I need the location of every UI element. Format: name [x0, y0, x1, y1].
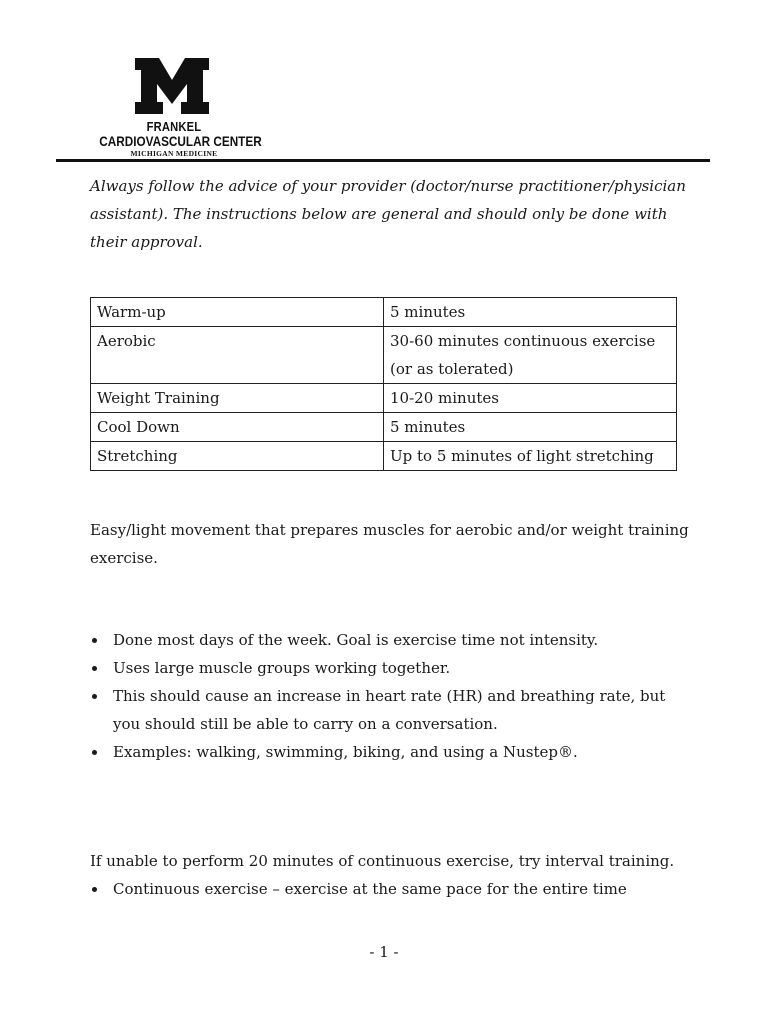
duration-cell: 5 minutes [384, 298, 677, 327]
aerobic-bullet-list [90, 626, 690, 766]
logo-frankel-text: FRANKEL [146, 119, 202, 134]
duration-cell: Up to 5 minutes of light stretching [384, 442, 677, 471]
duration-cell: 30-60 minutes continuous exercise (or as tolerated) [384, 327, 677, 384]
activity-cell: Cool Down [91, 413, 384, 442]
interval-paragraph: If unable to perform 20 minutes of continuous exercise, try interval training. [90, 852, 675, 870]
page-number: - 1 - [369, 943, 399, 961]
list-item: Uses large muscle groups working together. [90, 654, 690, 682]
duration-cell: 5 minutes [384, 413, 677, 442]
logo-michigan-medicine-text: MICHIGAN MEDICINE [130, 149, 218, 158]
table-row [91, 384, 677, 413]
duration-cell: 10-20 minutes [384, 384, 677, 413]
warmup-description: Easy/light movement that prepares muscles for aerobic and/or weight training exercise. [90, 521, 689, 567]
intro-paragraph: Always follow the advice of your provider (doctor/nurse practitioner/physician assistant). The instructions below are general and should only be done with their approval. [90, 177, 686, 251]
block-m-icon [135, 58, 209, 114]
activity-cell: Warm-up [91, 298, 384, 327]
activity-cell: Stretching [91, 442, 384, 471]
logo-center-text: CARDIOVASCULAR CENTER [99, 133, 262, 149]
table-row [91, 327, 677, 384]
activity-cell: Aerobic [91, 327, 384, 384]
list-item: Continuous exercise – exercise at the same pace for the entire time [90, 875, 690, 903]
table-row [91, 442, 677, 471]
table-row [91, 413, 677, 442]
table-row [91, 298, 677, 327]
header-rule [56, 159, 710, 162]
list-item: Done most days of the week. Goal is exercise time not intensity. [90, 626, 690, 654]
interval-bullet-list [90, 875, 690, 903]
list-item: This should cause an increase in heart rate (HR) and breathing rate, but you should still be able to carry on a conversation. [90, 682, 690, 738]
exercise-schedule-table [90, 297, 677, 471]
list-item: Examples: walking, swimming, biking, and using a Nustep®. [90, 738, 690, 766]
frankel-logo [89, 58, 262, 158]
activity-cell: Weight Training [91, 384, 384, 413]
